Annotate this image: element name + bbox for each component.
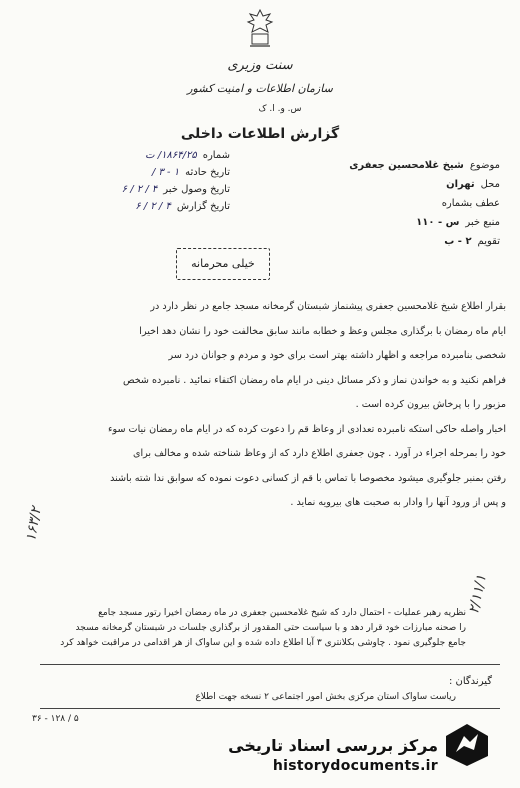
body-line: اخبار واصله حاکی استکه نامبرده تعدادی از وعاظ قم را دعوت کرده که در ایام ماه رمضان نیات سوء (107, 423, 506, 435)
place-value: تهران (446, 179, 475, 190)
received-date-value: ۴ / ۲ / ۶ (121, 184, 158, 195)
evaluation-value: ۲ - ب (444, 236, 472, 247)
margin-note-right: ۲/۱۱/۱ (466, 573, 490, 616)
meta-reference (300, 198, 500, 209)
event-date-label: تاریخ حادثه (185, 167, 230, 178)
evaluation-label: تقویم (477, 236, 500, 247)
body-line: مزبور را با پرخاش بیرون کرده است . (355, 399, 506, 410)
subject-value: شیخ غلامحسین جعفری (349, 160, 464, 171)
report-date-value: ۴ / ۲ / ۶ (135, 201, 171, 212)
opinion-line: نظریه رهبر عملیات - احتمال دارد که شیخ غلامحسین جعفری در ماه رمضان اخیرا رتور مسجد جامع (98, 608, 466, 618)
archive-logo-icon (444, 722, 490, 768)
event-date-value: ۱ - ۳ / (151, 167, 180, 178)
body-line: رفتن بمنبر جلوگیری میشود مخصوصا با تماس با قم از کسانی دعوت نموده که سوابق ندا شته باشند (110, 472, 506, 484)
meta-left (20, 150, 230, 218)
watermark-url: historydocuments.ir (272, 758, 438, 774)
margin-note-left: ۱۶۳/۲ (23, 505, 45, 543)
operations-opinion (16, 606, 466, 651)
header-title: سنت وزیری (227, 58, 293, 73)
body-line: شخصی بنامبرده مراجعه و اظهار داشته بهتر است برای خود و مردم و جوانان درد سر (168, 350, 506, 361)
body-line: و پس از ورود آنها را وادار به صحبت های بیرویه نماید . (290, 497, 506, 508)
number-label: شماره (202, 150, 230, 161)
meta-evaluation (300, 236, 500, 247)
agency-code: س. و. ا. ک (258, 104, 302, 114)
opinion-line: را صحنه مبارزات خود قرار دهد و با سیاست حتی المقدور از برگذاری جلسات در شبستان گرمخانه مسجد (75, 623, 466, 633)
source-value: س - ۱۱۰ (416, 217, 460, 228)
divider (40, 708, 500, 709)
subject-label: موضوع (469, 160, 500, 171)
place-label: محل (480, 179, 500, 190)
divider (40, 664, 500, 665)
agency-name: سازمان اطلاعات و امنیت کشور (187, 82, 333, 95)
meta-report-date (20, 201, 230, 212)
number-value: ۱۸۶۴/۲۵/ ت (145, 150, 197, 161)
meta-place (300, 179, 500, 190)
received-date-label: تاریخ وصول خبر (163, 184, 230, 195)
meta-number (20, 150, 230, 161)
body-line: فراهم نکنید و به خواندن نماز و ذکر مسائل دینی در ایام ماه رمضان اکتفاء نمائید . نامبرده شخص (122, 374, 506, 386)
opinion-line: جامع جلوگیری نمود . چاوشی بکلانتری ۳ آبا اطلاع داده شده و این ساواک از هر اقدامی در مراقبت خواهد کرد (60, 638, 466, 648)
body-line: خود را بمرحله اجراء در آورد . چون جعفری اطلاع دارد که از وعاظ شناخته شده و مخالف برای (132, 448, 506, 459)
watermark-title: مرکز بررسی اسناد تاریخی (228, 736, 438, 755)
receivers-body: ریاست ساواک استان مرکزی بخش امور اجتماعی ۲ نسخه جهت اطلاع (195, 692, 456, 702)
meta-source (300, 217, 500, 228)
reference-label: عطف بشماره (441, 198, 500, 209)
meta-right (300, 160, 500, 255)
lion-sun-emblem-icon (246, 8, 274, 50)
meta-received-date (20, 184, 230, 195)
page-id: ۳۶ - ۱۲۸ / ۵ (32, 714, 79, 724)
report-date-label: تاریخ گزارش (176, 201, 230, 212)
report-type: گزارش اطلاعات داخلی (180, 126, 340, 142)
classification-stamp: خیلی محرمانه (176, 248, 270, 280)
meta-event-date (20, 167, 230, 178)
meta-subject (300, 160, 500, 171)
source-label: منبع خبر (465, 217, 500, 228)
body-line: بقرار اطلاع شیخ غلامحسین جعفری پیشنماز شبستان گرمخانه مسجد جامع در نظر دارد در (150, 301, 506, 312)
body-line: ایام ماه رمضان با برگذاری مجلس وعظ و خطابه مانند سابق مخالفت خود را نشان دهد اخیرا (139, 325, 506, 337)
report-body (16, 295, 506, 516)
receivers-label: گیرندگان : (448, 676, 492, 687)
